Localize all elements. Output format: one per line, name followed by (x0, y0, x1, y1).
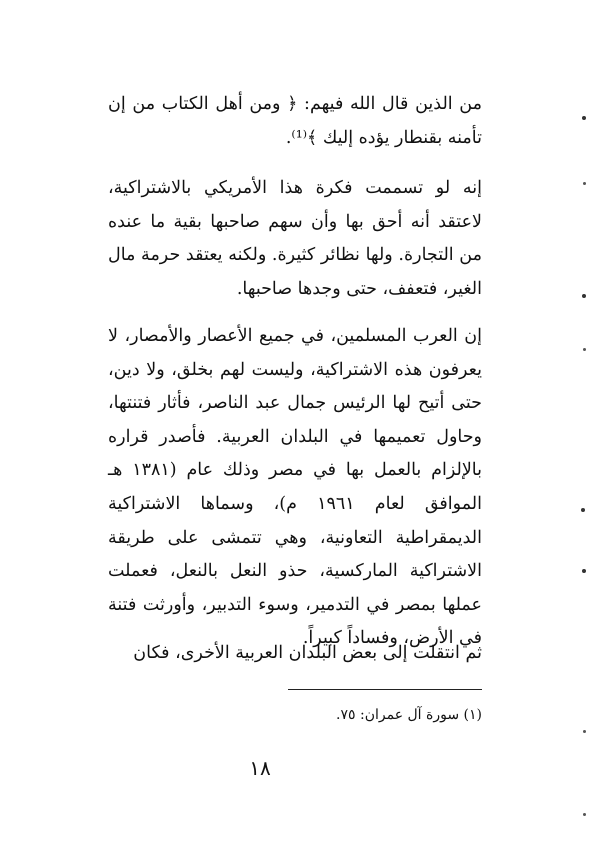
footnote-divider (288, 689, 482, 690)
footnote: (١) سورة آل عمران: ٧٥. (336, 707, 482, 723)
page-number: ١٨ (249, 756, 271, 780)
paragraph-continuation (108, 637, 482, 671)
scan-speck (583, 730, 586, 733)
paragraph-text: ثم انتقلت إلى بعض البلدان العربية الأخرى، فكان (133, 643, 482, 663)
scan-speck (582, 116, 586, 120)
paragraph-american-example (108, 172, 482, 306)
scan-speck (582, 294, 586, 298)
scan-speck (581, 508, 585, 512)
paragraph-socialism-history (108, 320, 482, 656)
paragraph-text: من الذين قال الله فيهم: ﴿ ومن أهل الكتاب من إن تأمنه بقنطار يؤده إليك ﴾⁽¹⁾. (108, 94, 482, 148)
paragraph-text: إن العرب المسلمين، في جميع الأعصار والأمصار، لا يعرفون هذه الاشتراكية، وليست لهم بخلق، ولا دين، حتى أتيح لها الرئيس جمال عبد الناصر، فأثار فتنتها، وحاول تعميمها في البلدان العربية. فأصدر قراره بالإلزام بالعمل بها في مصر وذلك عام (١٣٨١ هـ الموافق لعام ١٩٦١ م)، وسماها الاشتراكية الديمقراطية التعاونية، وهي تتمشى على طريقة الاشتراكية الماركسية، حذو النعل بالنعل، فعملت عملها بمصر في التدمير، وسوء التدبير، وأورثت فتنة في الأرض، وفساداً كبيراً. (108, 326, 483, 649)
scan-speck (583, 182, 586, 185)
paragraph-quran-quote (108, 88, 482, 155)
scan-speck (582, 569, 586, 573)
scan-speck (583, 813, 586, 816)
paragraph-text: إنه لو تسممت فكرة هذا الأمريكي بالاشتراكية، لاعتقد أنه أحق بها وأن سهم صاحبها بقية ما عنده من التجارة. ولها نظائر كثيرة. ولكنه يعتقد حرمة مال الغير، فتعفف، حتى وجدها صاحبها. (108, 178, 482, 299)
scan-speck (583, 348, 586, 351)
